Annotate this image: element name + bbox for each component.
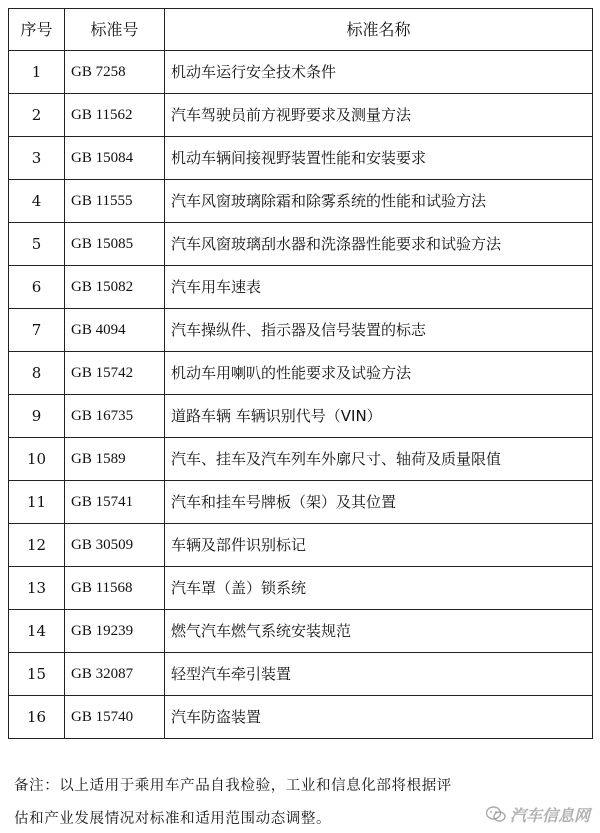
watermark-text: 汽车信息网: [509, 806, 590, 825]
row-index: 7: [9, 309, 65, 352]
table-row: [9, 94, 593, 137]
table-row: [9, 653, 593, 696]
row-index: 12: [9, 524, 65, 567]
row-standard-name: 汽车风窗玻璃刮水器和洗涤器性能要求和试验方法: [165, 223, 593, 266]
row-standard-code: GB 7258: [65, 51, 165, 94]
row-index: 6: [9, 266, 65, 309]
table-row: [9, 395, 593, 438]
row-standard-name: 汽车用车速表: [165, 266, 593, 309]
row-standard-name: 汽车驾驶员前方视野要求及测量方法: [165, 94, 593, 137]
row-standard-code: GB 11555: [65, 180, 165, 223]
row-standard-code: GB 15740: [65, 696, 165, 739]
row-standard-code: GB 15085: [65, 223, 165, 266]
table-row: [9, 309, 593, 352]
row-standard-code: GB 15082: [65, 266, 165, 309]
row-index: 2: [9, 94, 65, 137]
row-standard-name: 汽车和挂车号牌板（架）及其位置: [165, 481, 593, 524]
table-row: [9, 266, 593, 309]
row-standard-code: GB 4094: [65, 309, 165, 352]
note-line-2: 估和产业发展情况对标准和适用范围动态调整。: [14, 811, 332, 827]
row-standard-name: 燃气汽车燃气系统安装规范: [165, 610, 593, 653]
wechat-icon: [486, 806, 506, 823]
row-index: 1: [9, 51, 65, 94]
row-standard-name: 机动车辆间接视野装置性能和安装要求: [165, 137, 593, 180]
standards-table: [8, 8, 593, 739]
row-standard-name: 汽车罩（盖）锁系统: [165, 567, 593, 610]
table-row: [9, 180, 593, 223]
row-index: 15: [9, 653, 65, 696]
table-row: [9, 524, 593, 567]
table-row: [9, 610, 593, 653]
table-row: [9, 352, 593, 395]
row-standard-name: 汽车风窗玻璃除霜和除雾系统的性能和试验方法: [165, 180, 593, 223]
table-row: [9, 438, 593, 481]
row-index: 8: [9, 352, 65, 395]
table-header-row: [9, 9, 593, 51]
row-standard-code: GB 11568: [65, 567, 165, 610]
row-standard-name: 汽车操纵件、指示器及信号装置的标志: [165, 309, 593, 352]
row-standard-name: 汽车防盗装置: [165, 696, 593, 739]
row-standard-code: GB 15084: [65, 137, 165, 180]
table-row: [9, 51, 593, 94]
row-standard-code: GB 15741: [65, 481, 165, 524]
row-index: 10: [9, 438, 65, 481]
header-standard-name: 标准名称: [165, 9, 593, 51]
row-standard-name: 机动车用喇叭的性能要求及试验方法: [165, 352, 593, 395]
row-standard-code: GB 11562: [65, 94, 165, 137]
row-index: 16: [9, 696, 65, 739]
header-index: 序号: [9, 9, 65, 51]
row-index: 4: [9, 180, 65, 223]
row-standard-code: GB 19239: [65, 610, 165, 653]
row-standard-code: GB 15742: [65, 352, 165, 395]
row-standard-code: GB 16735: [65, 395, 165, 438]
row-index: 14: [9, 610, 65, 653]
table-row: [9, 696, 593, 739]
table-row: [9, 567, 593, 610]
row-standard-name: 轻型汽车牵引装置: [165, 653, 593, 696]
row-standard-name: 道路车辆 车辆识别代号（VIN）: [165, 395, 593, 438]
table-row: [9, 223, 593, 266]
row-index: 5: [9, 223, 65, 266]
row-standard-code: GB 32087: [65, 653, 165, 696]
watermark: [486, 803, 590, 826]
row-index: 13: [9, 567, 65, 610]
row-standard-name: 汽车、挂车及汽车列车外廓尺寸、轴荷及质量限值: [165, 438, 593, 481]
table-row: [9, 137, 593, 180]
row-standard-name: 机动车运行安全技术条件: [165, 51, 593, 94]
row-index: 9: [9, 395, 65, 438]
header-standard-code: 标准号: [65, 9, 165, 51]
note-line-1: 备注：以上适用于乘用车产品自我检验，工业和信息化部将根据评: [14, 778, 452, 794]
row-standard-name: 车辆及部件识别标记: [165, 524, 593, 567]
row-index: 11: [9, 481, 65, 524]
table-row: [9, 481, 593, 524]
row-index: 3: [9, 137, 65, 180]
row-standard-code: GB 30509: [65, 524, 165, 567]
row-standard-code: GB 1589: [65, 438, 165, 481]
